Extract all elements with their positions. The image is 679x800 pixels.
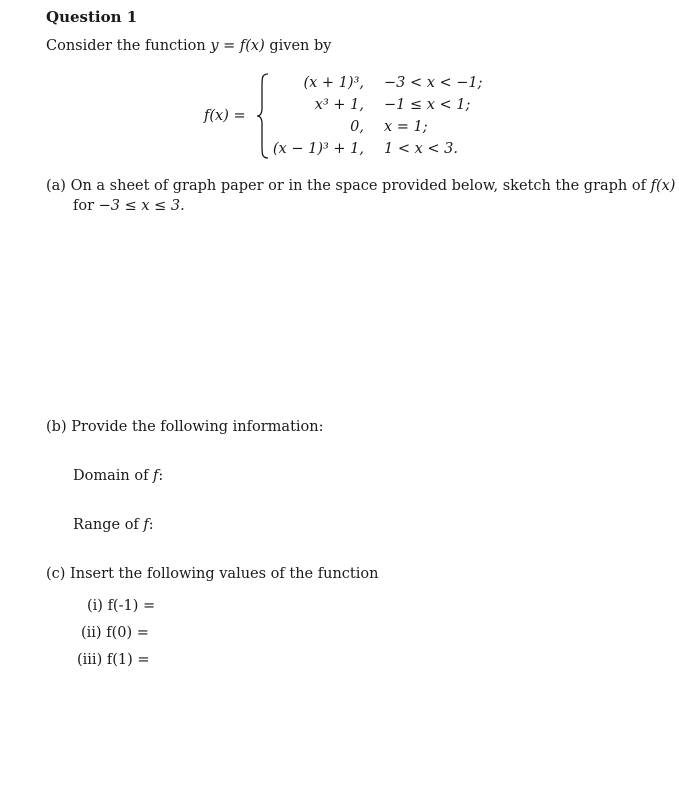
intro-prefix: Consider the function: [46, 38, 211, 54]
case-cond-3: x = 1;: [384, 119, 428, 135]
item-ii-text: f(0) =: [106, 625, 149, 641]
part-a-math: f(x): [650, 178, 676, 194]
item-iii-num: (iii): [77, 652, 103, 668]
range-label: Range of: [73, 517, 144, 533]
part-c-item-ii: [81, 625, 149, 641]
part-c-label: (c): [46, 566, 66, 582]
domain-suffix: :: [158, 468, 164, 484]
item-ii-num: (ii): [81, 625, 102, 641]
question-title: Question 1: [46, 8, 138, 26]
intro-math: y = f(x): [210, 38, 265, 54]
domain-prompt: [73, 468, 163, 484]
function-lhs: f(x) =: [204, 108, 246, 124]
case-cond-2: −1 ≤ x < 1;: [384, 97, 471, 113]
case-expr-2: x³ + 1,: [314, 97, 364, 113]
item-i-num: (i): [87, 598, 103, 614]
left-brace: [256, 72, 270, 160]
part-c-text: Insert the following values of the function: [70, 566, 379, 582]
case-conditions: [384, 72, 504, 160]
part-b-heading: [46, 419, 324, 435]
part-c-item-i: [87, 598, 155, 614]
domain-math: f: [153, 468, 159, 484]
range-prompt: [73, 517, 154, 533]
part-a-text: On a sheet of graph paper or in the space provided below, sketch the graph of: [70, 178, 651, 194]
part-a-label: (a): [46, 178, 66, 194]
part-a-line2-math: −3 ≤ x ≤ 3.: [98, 198, 185, 214]
part-a-line1: [46, 178, 675, 194]
part-c-item-iii: [77, 652, 150, 668]
case-expr-1: (x + 1)³,: [303, 75, 364, 91]
range-math: f: [143, 517, 149, 533]
case-expressions: [270, 72, 364, 160]
case-expr-3: 0,: [350, 119, 364, 135]
intro-suffix: given by: [264, 38, 332, 54]
case-cond-1: −3 < x < −1;: [384, 75, 483, 91]
item-i-text: f(-1) =: [107, 598, 156, 614]
item-iii-text: f(1) =: [106, 652, 150, 668]
part-b-label: (b): [46, 419, 67, 435]
part-a-line2-prefix: for: [73, 198, 99, 214]
part-c-heading: [46, 566, 378, 582]
case-cond-4: 1 < x < 3.: [384, 141, 458, 157]
range-suffix: :: [148, 517, 154, 533]
part-a-line2: [73, 198, 185, 214]
question-intro: [46, 38, 331, 54]
part-b-text: Provide the following information:: [71, 419, 324, 435]
case-expr-4: (x − 1)³ + 1,: [272, 141, 364, 157]
domain-label: Domain of: [73, 468, 154, 484]
